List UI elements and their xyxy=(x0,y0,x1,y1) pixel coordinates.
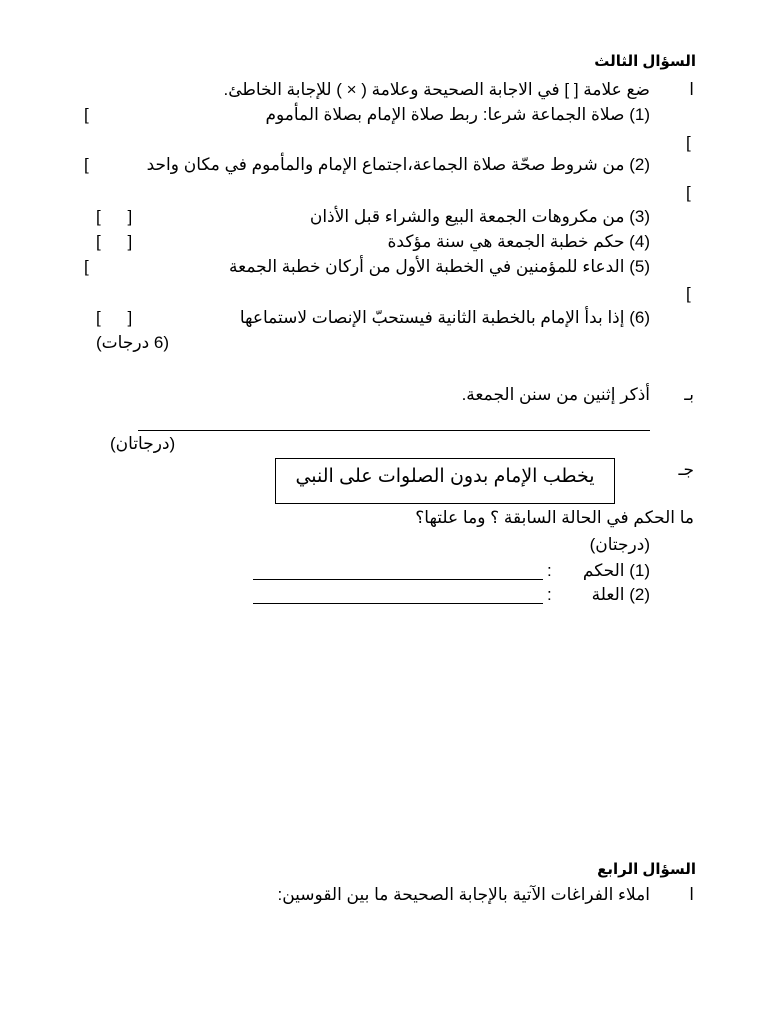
q3-part-c-question: ما الحكم في الحالة السابقة ؟ وما علتها؟ xyxy=(415,508,694,527)
q3-item-2-bracket[interactable]: [ xyxy=(84,155,89,174)
q3-item-5-bracket-close: [ xyxy=(686,284,691,303)
q3-part-c-case-text: يخطب الإمام بدون الصلوات على النبي xyxy=(295,466,595,487)
q3-item-1-bracket[interactable]: [ xyxy=(84,105,89,124)
q4-title: السؤال الرابع xyxy=(597,861,696,878)
q3-item-6-bracket[interactable]: [ ] xyxy=(96,308,133,327)
q3-item-5-bracket[interactable]: [ xyxy=(84,257,89,276)
q3-item-4: (4) حكم خطبة الجمعة هي سنة مؤكدة xyxy=(387,232,650,251)
q3-item-2-bracket-close: [ xyxy=(686,183,691,202)
q3-item-5: (5) الدعاء للمؤمنين في الخطبة الأول من أركان خطبة الجمعة xyxy=(229,257,650,276)
q3-item-2: (2) من شروط صحّة صلاة الجماعة،اجتماع الإمام والمأموم في مكان واحد xyxy=(146,155,650,174)
q3-part-b-letter: بـ xyxy=(684,385,694,404)
q3-item-4-bracket[interactable]: [ ] xyxy=(96,232,133,251)
q4-part-a-instruction: املاء الفراغات الآتية بالإجابة الصحيحة ما بين القوسين: xyxy=(277,885,650,904)
q3-item-3-bracket[interactable]: [ ] xyxy=(96,207,133,226)
q3-part-c-reason-label: (2) العلة xyxy=(591,585,650,604)
q3-part-a-marks: (6 درجات) xyxy=(96,333,169,352)
q3-item-1: (1) صلاة الجماعة شرعا: ربط صلاة الإمام بصلاة المأموم xyxy=(265,105,650,124)
q3-item-1-bracket-close: [ xyxy=(686,133,691,152)
q3-part-c-rule-answer-line[interactable] xyxy=(253,579,543,580)
q3-part-b-answer-line[interactable] xyxy=(138,430,650,431)
q3-title: السؤال الثالث xyxy=(594,53,696,70)
q3-part-c-reason-colon: : xyxy=(547,585,552,604)
q3-part-c-marks: (درجتان) xyxy=(589,535,650,554)
q3-part-c-reason-answer-line[interactable] xyxy=(253,603,543,604)
q4-part-a-letter: ا xyxy=(689,885,694,904)
q3-part-b-marks: (درجاتان) xyxy=(110,434,176,453)
q3-part-a-instruction: ضع علامة [ ] في الاجابة الصحيحة وعلامة ( × ) للإجابة الخاطئ. xyxy=(223,80,650,99)
q3-part-c-case-box xyxy=(275,458,615,504)
q3-item-6: (6) إذا بدأ الإمام بالخطبة الثانية فيستحبّ الإنصات لاستماعها xyxy=(239,308,650,327)
q3-part-b-question: أذكر إثنين من سنن الجمعة. xyxy=(461,385,650,404)
q3-part-c-rule-colon: : xyxy=(547,561,552,580)
q3-part-c-rule-label: (1) الحكم xyxy=(582,561,650,580)
q3-part-c-letter: جـ xyxy=(678,460,694,479)
q3-item-3: (3) من مكروهات الجمعة البيع والشراء قبل الأذان xyxy=(309,207,650,226)
q3-part-a-letter: ا xyxy=(689,80,694,99)
